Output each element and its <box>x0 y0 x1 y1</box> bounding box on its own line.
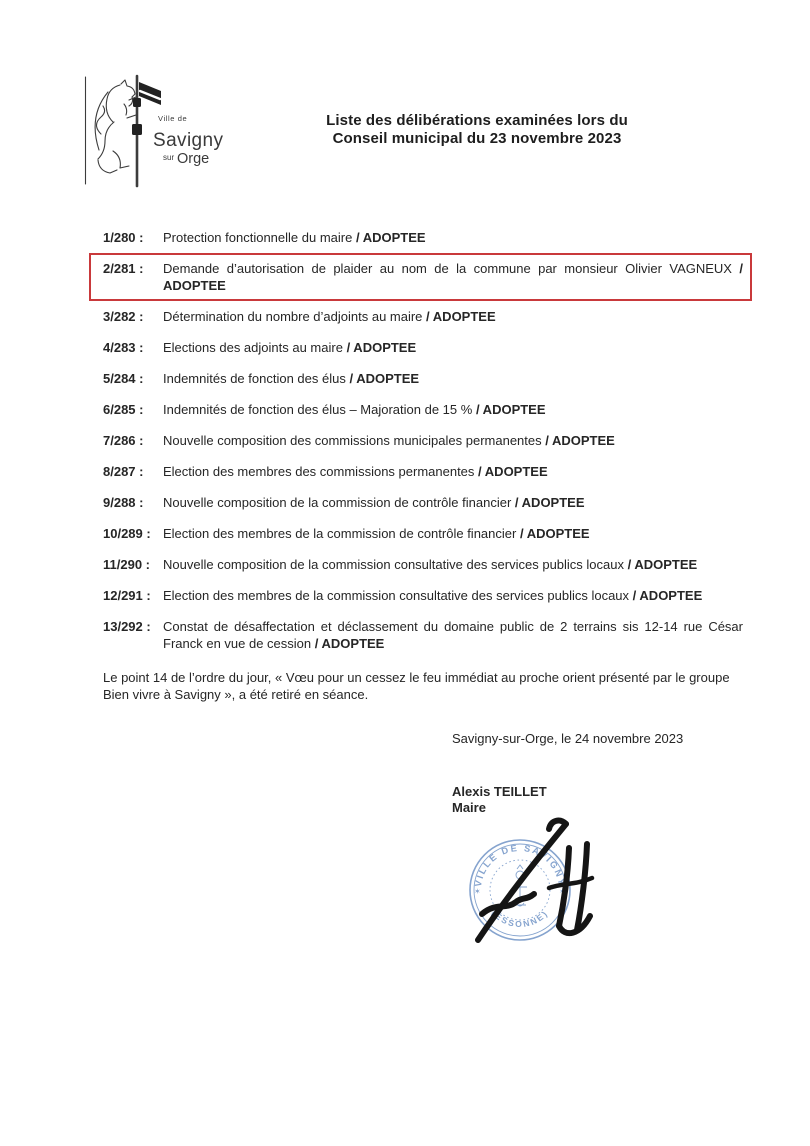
item-title: Constat de désaffectation et déclassement du domaine public de 2 terrains sis 12-14 rue César Franck en vue de cession <box>163 619 743 651</box>
item-text <box>163 260 743 294</box>
item-text <box>163 494 743 511</box>
adoption-status: / ADOPTEE <box>627 557 698 572</box>
item-number: 11/290 : <box>103 557 150 572</box>
item-text <box>163 463 743 480</box>
item-number: 13/292 : <box>103 619 151 634</box>
document-title <box>230 112 724 148</box>
item-text <box>163 401 743 418</box>
logo-wordmark <box>153 114 223 167</box>
item-number: 10/289 : <box>103 526 151 541</box>
item-title: Elections des adjoints au maire <box>163 340 343 355</box>
handwritten-signature <box>448 816 616 948</box>
item-number: 1/280 : <box>103 230 144 245</box>
list-item <box>103 463 743 480</box>
list-item <box>103 339 743 356</box>
item-title: Indemnités de fonction des élus – Majoration de 15 % <box>163 402 473 417</box>
item-title: Détermination du nombre d’adjoints au maire <box>163 309 423 324</box>
withdrawal-note: Le point 14 de l’ordre du jour, « Vœu pour un cessez le feu immédiat au proche orient présenté par le groupe Bien vivre à Savigny », a été retiré en séance. <box>103 670 730 702</box>
item-number: 2/281 : <box>103 261 144 276</box>
adoption-status: / ADOPTEE <box>632 588 703 603</box>
lion-icon <box>97 80 137 173</box>
item-number: 12/291 : <box>103 588 151 603</box>
item-title: Demande d’autorisation de plaider au nom de la commune par monsieur Olivier VAGNEUX <box>163 261 732 276</box>
item-text <box>163 525 743 542</box>
list-item <box>103 618 743 652</box>
item-number: 9/288 : <box>103 495 144 510</box>
adoption-status: / ADOPTEE <box>346 340 417 355</box>
item-text <box>163 556 743 573</box>
list-item <box>103 587 743 604</box>
item-number: 8/287 : <box>103 464 144 479</box>
place-date: Savigny-sur-Orge, le 24 novembre 2023 <box>452 731 684 746</box>
item-title: Nouvelle composition de la commission de contrôle financier <box>163 495 512 510</box>
title-line1: Liste des délibérations examinées lors du <box>326 112 628 129</box>
item-text <box>163 587 743 604</box>
list-item <box>103 401 743 418</box>
adoption-status: / ADOPTEE <box>163 261 744 293</box>
item-text <box>163 308 743 325</box>
signer-name: Alexis TEILLET <box>452 784 547 799</box>
adoption-status: / ADOPTEE <box>475 402 546 417</box>
adoption-status: / ADOPTEE <box>314 636 385 651</box>
adoption-status: / ADOPTEE <box>514 495 585 510</box>
logo-city-line1: Savigny <box>153 130 224 151</box>
adoption-status: / ADOPTEE <box>478 464 548 479</box>
item-title: Protection fonctionnelle du maire <box>163 230 353 245</box>
savigny-city-logo <box>84 74 236 192</box>
stamp-top-text: VILLE DE SAVIGNY <box>473 842 567 888</box>
item-text <box>163 370 743 387</box>
item-title: Nouvelle composition de la commission consultative des services publics locaux <box>163 557 624 572</box>
item-title: Election des membres de la commission de contrôle financier <box>163 526 517 541</box>
item-title: Nouvelle composition des commissions municipales permanentes <box>163 433 542 448</box>
list-item-highlighted <box>103 260 743 294</box>
list-item <box>103 525 743 542</box>
item-text <box>163 618 743 652</box>
list-item <box>103 370 743 387</box>
item-text <box>163 339 743 356</box>
adoption-status: / ADOPTEE <box>426 309 496 324</box>
logo-city-prefix: sur <box>163 153 175 162</box>
item-number: 5/284 : <box>103 371 144 386</box>
title-line2: Conseil municipal du 23 novembre 2023 <box>332 130 622 147</box>
signer-role: Maire <box>452 800 486 815</box>
logo-city-line2: Orge <box>177 151 210 167</box>
item-title: Indemnités de fonction des élus <box>163 371 346 386</box>
logo-region-label: Ville de <box>158 114 188 123</box>
deliberations-list <box>103 229 743 703</box>
item-text <box>163 432 743 449</box>
logo-arc <box>95 92 108 150</box>
item-text <box>163 229 743 246</box>
list-item <box>103 308 743 325</box>
item-title: Election des membres de la commission consultative des services publics locaux <box>163 588 630 603</box>
closing-block <box>452 731 683 816</box>
item-number: 6/285 : <box>103 402 144 417</box>
item-number: 4/283 : <box>103 340 144 355</box>
stamp-bottom-text: (ESSONNE) <box>489 907 551 930</box>
list-item <box>103 229 743 246</box>
adoption-status: / ADOPTEE <box>355 230 426 245</box>
adoption-status: / ADOPTEE <box>519 526 590 541</box>
list-item <box>103 432 743 449</box>
list-item <box>103 494 743 511</box>
adoption-status: / ADOPTEE <box>545 433 615 448</box>
item-number: 7/286 : <box>103 433 144 448</box>
list-item <box>103 556 743 573</box>
adoption-status: / ADOPTEE <box>349 371 420 386</box>
item-title: Election des membres des commissions permanentes <box>163 464 475 479</box>
stamp-star-left: ✶ <box>474 887 481 896</box>
item-number: 3/282 : <box>103 309 144 324</box>
stamp-star-right: ✶ <box>559 887 566 896</box>
